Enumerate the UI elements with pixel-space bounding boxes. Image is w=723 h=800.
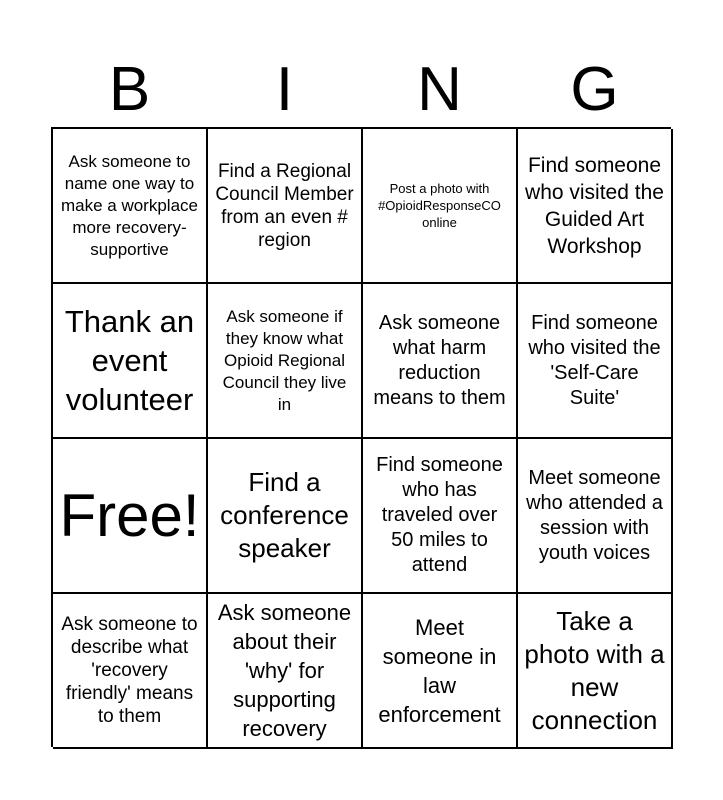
bingo-cell[interactable] — [363, 439, 518, 594]
bingo-cell[interactable] — [518, 129, 673, 284]
bingo-card-grid — [51, 127, 671, 747]
bingo-cell[interactable] — [53, 594, 208, 749]
cell-text: Find someone who visited the Guided Art Workshop — [525, 153, 664, 258]
bingo-cell[interactable] — [53, 284, 208, 439]
header-letter-g: G — [570, 55, 619, 124]
cell-text: Post a photo with #OpioidResponseCO online — [378, 181, 501, 230]
bingo-cell[interactable] — [518, 284, 673, 439]
cell-text: Ask someone to name one way to make a workplace more recovery-supportive — [60, 151, 198, 259]
bingo-cell[interactable] — [208, 594, 363, 749]
cell-text: Ask someone to describe what 'recovery friendly' means to them — [61, 614, 198, 727]
bingo-cell[interactable] — [208, 284, 363, 439]
header-letter-b: B — [108, 55, 151, 124]
bingo-cell[interactable] — [363, 284, 518, 439]
bingo-cell[interactable] — [518, 439, 673, 594]
cell-text: Ask someone if they know what Opioid Regional Council they live in — [222, 306, 347, 414]
header-letter-i: I — [275, 55, 294, 124]
cell-text: Find a Regional Council Member from an even # region — [215, 160, 354, 251]
cell-text: Meet someone in law enforcement — [378, 614, 501, 727]
bingo-cell-free-space[interactable] — [53, 439, 208, 594]
bingo-cell[interactable] — [208, 129, 363, 284]
cell-text: Find someone who has traveled over 50 miles to attend — [376, 454, 503, 576]
cell-text: Thank an event volunteer — [64, 304, 195, 417]
header-letter-n: N — [417, 55, 462, 124]
bingo-cell[interactable] — [518, 594, 673, 749]
cell-text: Ask someone about their 'why' for supporting recovery — [217, 600, 352, 741]
bingo-cell[interactable] — [208, 439, 363, 594]
bingo-header — [52, 55, 672, 125]
cell-text: Meet someone who attended a session with youth voices — [526, 466, 663, 564]
cell-text: Find someone who visited the 'Self-Care Suite' — [528, 311, 661, 409]
bingo-cell[interactable] — [53, 129, 208, 284]
bingo-cell[interactable] — [363, 594, 518, 749]
bingo-cell[interactable] — [363, 129, 518, 284]
free-space-text: Free! — [59, 481, 200, 549]
cell-text: Take a photo with a new connection — [524, 605, 665, 735]
cell-text: Ask someone what harm reduction means to them — [373, 311, 506, 409]
cell-text: Find a conference speaker — [220, 467, 349, 563]
